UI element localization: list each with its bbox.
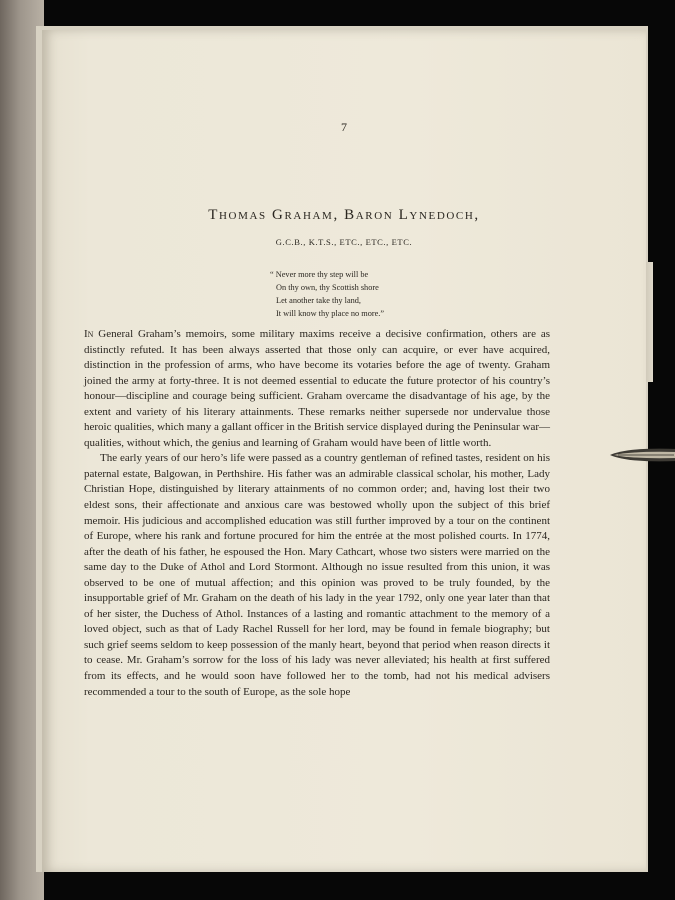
page-subtitle: G.C.B., K.T.S., ETC., ETC., ETC. [275, 237, 413, 247]
verse-line: “ Never more thy step will be [270, 270, 369, 279]
verse-line: On thy own, thy Scottish shore [276, 283, 379, 292]
paragraph [84, 327, 550, 451]
book-page [42, 30, 646, 872]
page-tab-strip [645, 262, 653, 382]
body-text [84, 327, 550, 700]
paragraph [84, 451, 550, 700]
page-title: Thomas Graham, Baron Lynedoch, [208, 207, 480, 223]
fountain-pen-nib-icon [608, 443, 675, 467]
page-number: 7 [341, 120, 347, 134]
epigraph-verse [270, 268, 510, 320]
verse-line: Let another take thy land, [276, 296, 362, 305]
paragraph-lead-word: In [84, 328, 94, 340]
paragraph-text: The early years of our hero’s life were passed as a country gentleman of refined tastes, resident on his paternal estate, Balgowan, in Perthshire. His father was an admirable classical scholar, his mother, Lady Christian Hope, distinguished by literary attainments of no common order; and, having lost their two eldest sons, their affectionate and anxious care was bestowed wholly upon the subject of this brief memoir. His judicious and accomplished education was still further improved by a tour on the continent of Europe, where his rank and fortune procured for him the entrée at the most polished courts. In 1774, after the death of his father, he espoused the Hon. Mary Cathcart, whose two sisters were married on the same day to the Duke of Athol and Lord Stormont. Although no issue resulted from this union, it was observed to be one of mutual affection; and this opinion was proved to be truly founded, by the insupportable grief of Mr. Graham on the death of his lady in the year 1792, only one year later than that of her sister, the Duchess of Athol. Instances of a lasting and romantic attachment to the memory of a loved object, such as that of Lady Rachel Russell for her lord, may be found in female biography; but such grief seems seldom to keep possession of the manly heart, beyond that period when reason directs it to cease. Mr. Graham’s sorrow for the loss of his lady was never alleviated; his health at first suffered from its effects, and he would soon have followed her to the tomb, had not his medical advisers recommended a tour to the south of Europe, as the sole hope [84, 452, 550, 698]
verse-line: It will know thy place no more.” [276, 309, 385, 318]
paragraph-text: General Graham’s memoirs, some military maxims receive a decisive confirmation, others are as distinctly refuted. It has been always asserted that those only can acquire, or ever have acquired, distinction in the profession of arms, who have become its votaries before the age of twenty. Graham joined the army at forty-three. It is not deemed essential to educate the future protector of his country’s honour—discipline and courage being sufficient. Graham overcame the disadvantage of his age, by the extent and variety of his literary attainments. These remarks neither supersede nor undervalue those heroic qualities, which many a gallant officer in the British service displayed during the Peninsular war—qualities, without which, the genius and learning of Graham would have been of little worth. [84, 328, 550, 449]
